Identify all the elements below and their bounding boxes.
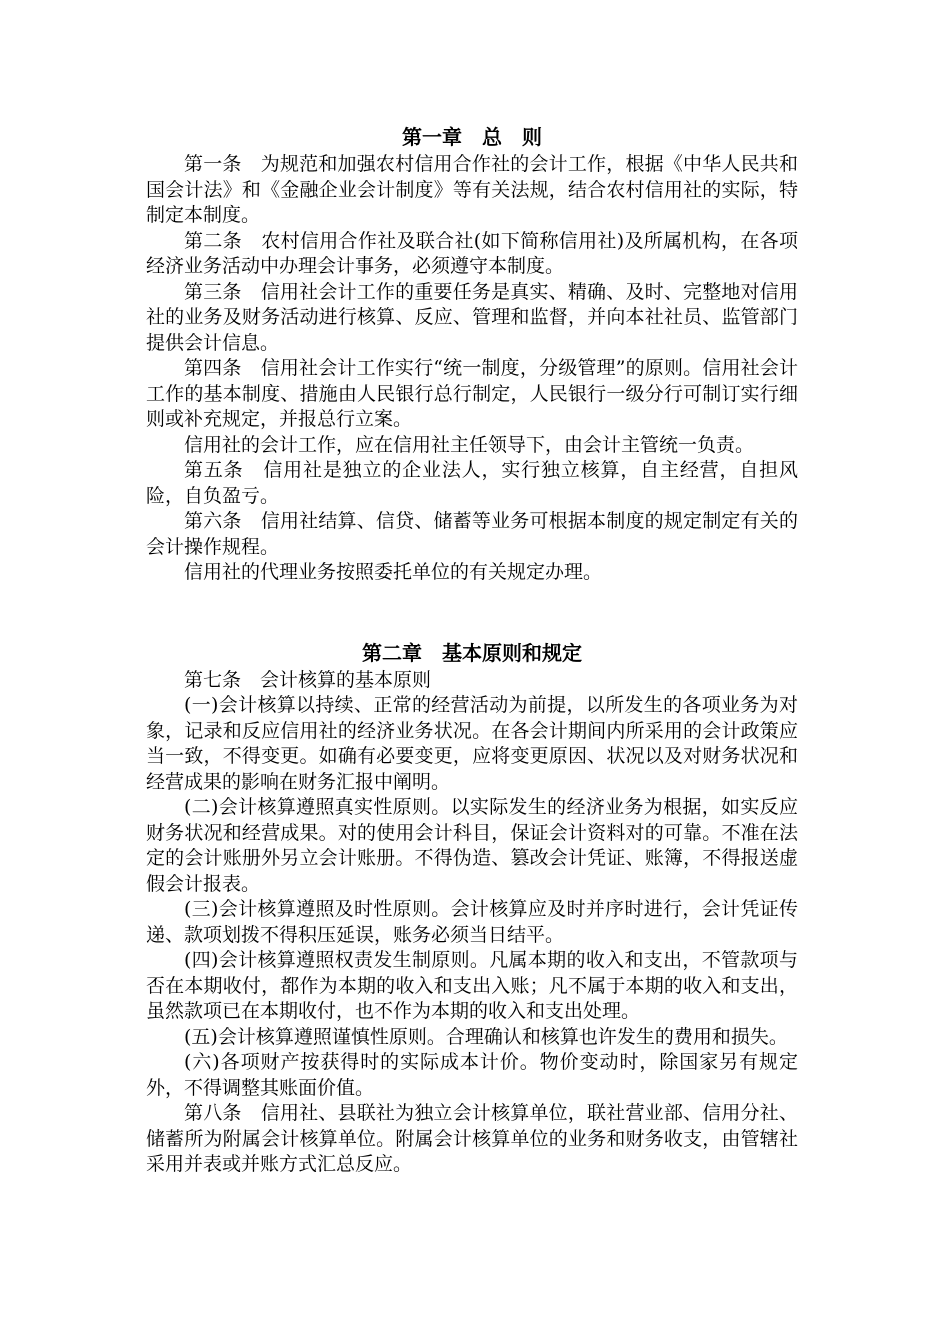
article-4-clause-2: 信用社的会计工作，应在信用社主任领导下，由会计主管统一负责。 — [184, 433, 755, 456]
article-6-clause-2: 信用社的代理业务按照委托单位的有关规定办理。 — [184, 561, 603, 583]
chapter-1-title: 第一章 总 则 — [402, 125, 542, 149]
chapter-spacer — [146, 586, 798, 638]
article-1: 第一条 为规范和加强农村信用合作社的会计工作，根据《中华人民共和国会计法》和《金融企业会计制度》等有关法规，结合农村信用社的实际，特制定本制度。 — [146, 153, 798, 226]
article-5: 第五条 信用社是独立的企业法人，实行独立核算，自主经营，自担风险，自负盈亏。 — [146, 459, 798, 507]
article-2: 第二条 农村信用合作社及联合社(如下简称信用社)及所属机构，在各项经济业务活动中办理会计事务，必须遵守本制度。 — [146, 229, 798, 277]
document-page — [146, 122, 798, 1178]
article-8: 第八条 信用社、县联社为独立会计核算单位，联社营业部、信用分社、储蓄所为附属会计核算单位。附属会计核算单位的业务和财务收支，由管辖社采用并表或并账方式汇总反应。 — [146, 1102, 798, 1175]
article-7-item-5: (五)会计核算遵照谨慎性原则。合理确认和核算也许发生的费用和损失。 — [184, 1025, 788, 1048]
article-7: 第七条 会计核算的基本原则 — [184, 668, 432, 691]
article-6: 第六条 信用社结算、信贷、储蓄等业务可根据本制度的规定制定有关的会计操作规程。 — [146, 510, 798, 558]
article-7-item-3: (三)会计核算遵照及时性原则。会计核算应及时并序时进行，会计凭证传递、款项划拨不得积压延误，账务必须当日结平。 — [146, 898, 798, 946]
article-7-item-6: (六)各项财产按获得时的实际成本计价。物价变动时，除国家另有规定外，不得调整其账面价值。 — [146, 1051, 798, 1099]
article-7-item-2: (二)会计核算遵照真实性原则。以实际发生的经济业务为根据，如实反应财务状况和经营成果。对的使用会计科目，保证会计资料对的可靠。不准在法定的会计账册外另立会计账册。不得伪造、篡改会计凭证、账簿，不得报送虚假会计报表。 — [146, 796, 798, 895]
article-7-item-4: (四)会计核算遵照权责发生制原则。凡属本期的收入和支出，不管款项与否在本期收付，都作为本期的收入和支出入账；凡不属于本期的收入和支出，虽然款项已在本期收付，也不作为本期的收入和支出处理。 — [146, 949, 798, 1022]
chapter-2-title: 第二章 基本原则和规定 — [362, 640, 582, 665]
article-4: 第四条 信用社会计工作实行“统一制度，分级管理”的原则。信用社会计工作的基本制度、措施由人民银行总行制定，人民银行一级分行可制订实行细则或补充规定，并报总行立案。 — [146, 357, 798, 430]
article-7-item-1: (一)会计核算以持续、正常的经营活动为前提，以所发生的各项业务为对象，记录和反应信用社的经济业务状况。在各会计期间内所采用的会计政策应当一致，不得变更。如确有必要变更，应将变更原因、状况以及对财务状况和经营成果的影响在财务汇报中阐明。 — [146, 694, 798, 793]
article-3: 第三条 信用社会计工作的重要任务是真实、精确、及时、完整地对信用社的业务及财务活动进行核算、反应、管理和监督，并向本社社员、监管部门提供会计信息。 — [146, 280, 798, 354]
